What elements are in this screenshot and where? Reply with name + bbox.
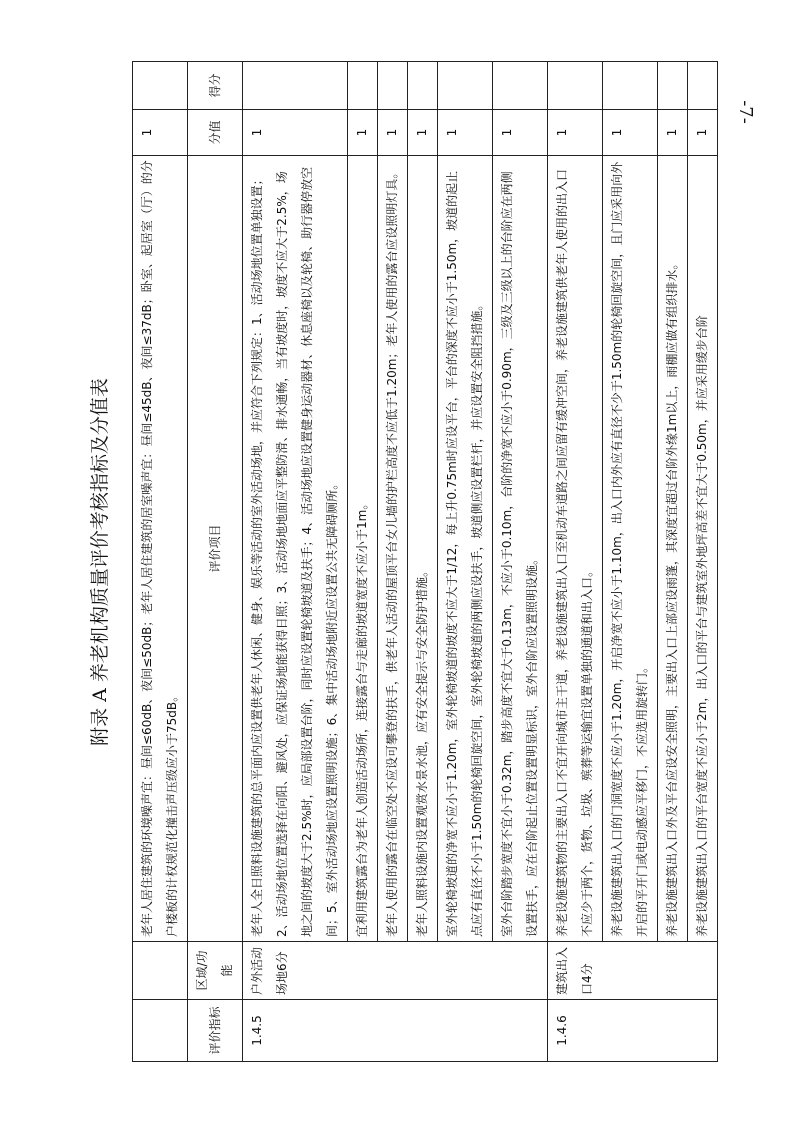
list-item: 养老设施建筑物的主要出入口不宜开向城市主干道，养老设施建筑出入口至机动车道路之间应留有缓冲空间，养老设施建筑供老年人使用的出入口不应少于两个，货物、垃圾、殡葬等运输宜设置单独的通道和出入口。	[548, 156, 603, 942]
page-title: 附录 A 养老机构质量评价考核指标及分值表	[89, 378, 111, 746]
table-row	[133, 62, 188, 1062]
header-score: 分值	[188, 110, 243, 156]
score-value: 1	[438, 110, 493, 156]
section-area: 建筑出入口4分	[548, 942, 718, 1000]
table-row	[688, 62, 718, 1062]
table-row	[378, 62, 408, 1062]
score-value: 1	[658, 110, 688, 156]
score-value: 1	[688, 110, 718, 156]
list-item: 养老设施建筑出入口的门洞宽度不应小于1.20m，开启净宽不应小于1.10m，出入口内外应有直径不少于1.50m的轮椅回旋空间，且门应采用向外开启的平开门或电动感应平移门，不应选用旋转门。	[603, 156, 658, 942]
header-area: 区域/功能	[188, 942, 243, 1000]
table-header	[188, 62, 243, 1062]
header-got: 得分	[188, 62, 243, 110]
table-row	[603, 62, 658, 1062]
item-noise: 老年人居住建筑的环境噪声宜：昼间≤60dB、夜间≤50dB；老年人居住建筑的居室噪声宜：昼间≤45dB、夜间≤37dB；卧室、起居室（厅）的分户楼板的计权规范化撞击声压级应小于75dB。	[133, 156, 188, 942]
table-row	[438, 62, 493, 1062]
score-value: 1	[378, 110, 408, 156]
list-item: 老年人全日照料设施建筑的总平面内应设置供老年人休闲、健身、娱乐等活动的室外活动场地，并应符合下列规定：1、活动场地位置单独设置；2、活动场地位置选择在向阳、避风处，应保证场地能获得日照；3、活动场地地面应平整防滑、排水通畅，当有坡度时，坡度不应大于2.5%，场地之间的坡度大于2.5%时，应局部设置台阶，同时应设置轮椅坡道及扶手；4、活动场地应设置健身运动器材、休息座椅以及轮椅、助行器停放空间；5、室外活动场地应设置照明设施；6、集中活动场地附近应设置公共无障碍厕所。	[243, 156, 348, 942]
page-number: -7-	[735, 100, 756, 124]
list-item: 室外台阶踏步宽度不宜小于0.32m，踏步高度不宜大于0.13m，不应小于0.10m，台阶的净宽不应小于0.90m，三级及三级以上的台阶应在两侧设置扶手，应在台阶起止位置设置明显标识，室外台阶应设置照明设施。	[493, 156, 548, 942]
table-row	[243, 62, 348, 1062]
section-number: 1.4.5	[243, 1000, 548, 1062]
table-row	[658, 62, 688, 1062]
header-item: 评价项目	[188, 156, 243, 942]
score-value: 1	[548, 110, 603, 156]
list-item: 室外轮椅坡道的净宽不应小于1.20m，室外轮椅坡道的坡度不应大于1/12，每上升0.75m时应设平台，平台的深度不应小于1.50m，坡道的起止点应有直径不小于1.50m的轮椅回旋空间，室外轮椅坡道的两侧应设扶手，坡道侧应设置栏杆，并应设置安全阻挡措施。	[438, 156, 493, 942]
evaluation-table	[132, 61, 718, 1062]
list-item: 老年人照料设施内设置观赏水景水池，应有安全提示与安全防护措施。	[408, 156, 438, 942]
section-area: 户外活动场地6分	[243, 942, 548, 1000]
score-value: 1	[493, 110, 548, 156]
score-value: 1	[243, 110, 348, 156]
section-number: 1.4.6	[548, 1000, 718, 1062]
score-value: 1	[603, 110, 658, 156]
list-item: 养老设施建筑出入口的平台宽度不应小于2m，出入口的平台与建筑室外地坪高差不宜大于0.50m，并应采用缓步台阶	[688, 156, 718, 942]
rotated-content	[80, 62, 709, 1062]
table-row	[548, 62, 603, 1062]
score-value: 1	[348, 110, 378, 156]
table-row	[493, 62, 548, 1062]
list-item: 宜利用建筑露台为老年人创造活动场所，连接露台与走廊的坡道宽度不应小于1m。	[348, 156, 378, 942]
score-value: 1	[133, 110, 188, 156]
header-index: 评价指标	[188, 1000, 243, 1062]
table-row	[348, 62, 378, 1062]
score-value: 1	[408, 110, 438, 156]
list-item: 养老设施建筑出入口外及平台应设安全照明，主要出入口上部应设雨篷，其深度宜超过台阶外缘1m以上，雨棚应做有组织排水。	[658, 156, 688, 942]
list-item: 老年人使用的露台在临空处不应设可攀登的扶手，供老年人活动的屋顶平台女儿墙的护栏高度不应低于1.20m；老年人使用的露台应设照明灯具。	[378, 156, 408, 942]
table-row	[408, 62, 438, 1062]
